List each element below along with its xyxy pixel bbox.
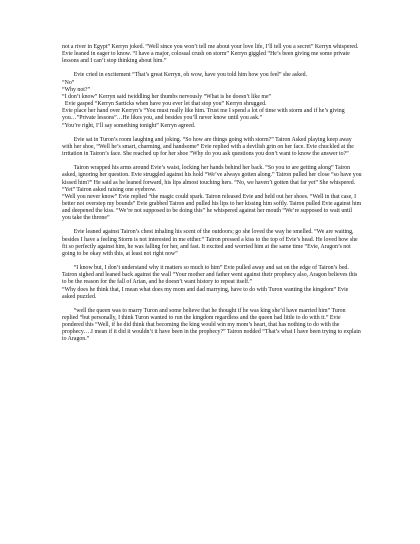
document-body bbox=[62, 44, 362, 344]
paragraph-1: not a river in Egypt” Kerryn joked. “Well since you won’t tell me about your love life, I’ll tell you a secret” Kerryn whispered. Evie leaned in eager to know. “I have a major, colossal crush on storm” Kerryn giggled “He’s been giving me some private lessons and I can’t stop thinking about him.” bbox=[62, 44, 360, 65]
paragraph-6: “I know but, I don’t understand why it matters so much to him” Evie pulled away and sat on the edge of Tairon’s bed. Tairon sighed and leaned back against the wall “Your mother and father went against their prophecy also, Aragon believes this to be the reason for the fall of Arian, and he doesn’t want history to repeat itself.” “Why does he think that, I mean what does my mom and dad marrying, have to do with Turon wanting the kingdom” Evie asked puzzled. bbox=[62, 265, 358, 300]
paragraph-4: Tairon wrapped his arms around Evie’s waist, locking her hands behind her back. “So you to are getting along” Tairon asked, ignoring her question. Evie struggled against his hold “We’ve always gotten along.” Tairon pulled her close “so have you kissed him?” He said as he leaned forward, his lips almost touching hers. “No, we haven’t gotten that far yet” She whispered. “Yet” Tairon asked raising one eyebrow. “Well you never know” Evie replied “the magic could spark. Tairon released Evie and held out her shoes. “Well in that case, I better not overstep my bounds” Evie grabbed Tairon and pulled his lips to her kissing him softly. Tairon pulled Evie against him and deepened the kiss. “We’re not supposed to be doing this” he whispered against her mouth “We’re supposed to wait until you take the throne” bbox=[62, 165, 362, 222]
paragraph-spacer bbox=[62, 258, 362, 265]
paragraph-7: “well the queen was to marry Turon and some believe that he thought if he was king she’d have married him” Turon replied “but personally, I think Turon wanted to run the kingdom regardless and the queen had little to do with it.” Evie pondered this “Well, if he did think that becoming the king would win my mom’s heart, that has nothing to do with the prophecy….I mean if it did it wouldn’t it have been in the prophecy?” Tairon nodded “That’s what I have been trying to explain to Aragon.” bbox=[62, 307, 363, 343]
paragraph-spacer bbox=[62, 130, 362, 137]
paragraph-3: Evie sat in Turon’s room laughing and joking. “So how are things going with storm?” Tairon Asked playing keep away with her shoe, “Well he’s smart, charming, and handsome” Evie replied with a devilish grin on her face. Evie chuckled at the irritation in Tairon’s face. She reached up for her shoe “Why do you ask questions you don’t want to know the answer to?” bbox=[62, 136, 356, 158]
paragraph-2: Evie cried in excitement “That’s great Kerryn, oh wow, have you told him how you feel” she asked. “No” “Why not?” “I don’t know” Kerryn said twiddling her thumbs nervously “What is he doesn’t like me” Evie gasped “Kerryn Sarticks when have you ever let that stop you” Kerryn shrugged. Evie place her hand over Kerryn’s “You must really like him. Trust me I spend a lot of time with storm and if he’s giving you…”Private lessons”…He likes you, and besides you’ll never know until you ask.” “You’re right, I’ll say something tonight” Kerryn agreed. bbox=[62, 72, 345, 129]
paragraph-5: Evie leaned against Tairon’s chest inhaling his scent of the outdoors; go she loved the way he smelled. “We are waiting, besides I have a feeling Storm is not interested in me either.” Tairon pressed a kiss to the top of Evie’s head. He loved how she fit so perfectly against him, he was falling for her, and fast. It excited and worried him at the same time “Evie, Aragon’s not going to be okay with this, at least not right now” bbox=[62, 229, 360, 257]
paragraph-spacer bbox=[62, 301, 362, 308]
